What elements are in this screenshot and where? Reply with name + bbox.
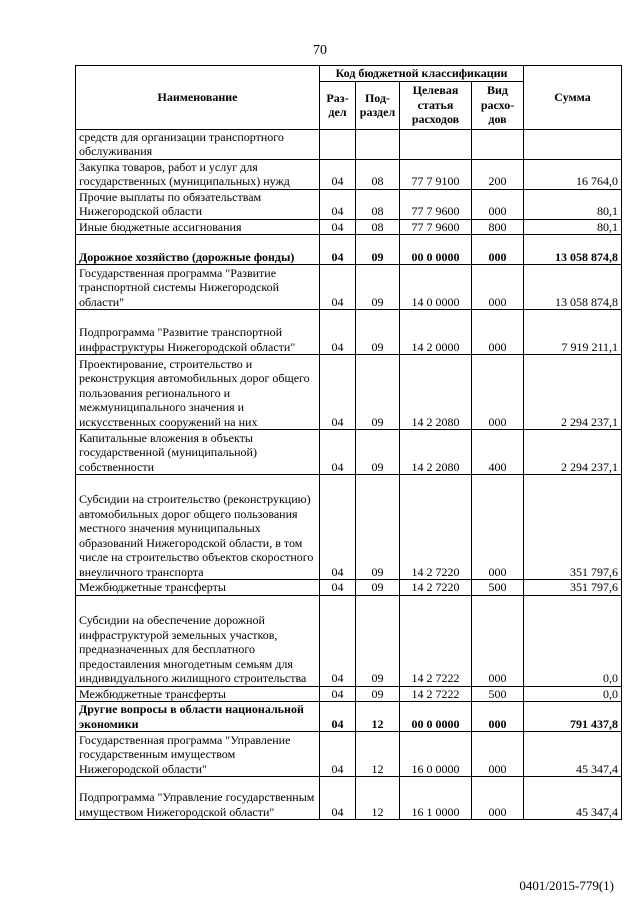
table-row [76, 310, 622, 355]
row-sum: 45 347,4 [524, 732, 622, 777]
row-target: 14 0 0000 [400, 265, 472, 310]
row-sum: 791 437,8 [524, 702, 622, 732]
row-target [400, 129, 472, 159]
table-row [76, 686, 622, 702]
row-name: Субсидии на обеспечение дорожной инфраструктурой земельных участков, предназначенных для бесплатного предоставления многодетным семьям для индивидуального жилищного строительства [76, 595, 320, 686]
row-type: 000 [472, 235, 524, 265]
row-target: 14 2 2080 [400, 430, 472, 475]
row-section: 04 [320, 219, 356, 235]
row-name: средств для организации транспортного обслуживания [76, 129, 320, 159]
table-row [76, 219, 622, 235]
row-subsection: 08 [356, 159, 400, 189]
row-section: 04 [320, 475, 356, 580]
row-subsection [356, 129, 400, 159]
row-sum: 80,1 [524, 189, 622, 219]
row-type: 000 [472, 475, 524, 580]
row-name: Иные бюджетные ассигнования [76, 219, 320, 235]
row-type: 800 [472, 219, 524, 235]
header-type: Вид расхо- дов [472, 81, 524, 129]
row-subsection: 09 [356, 595, 400, 686]
row-name: Дорожное хозяйство (дорожные фонды) [76, 235, 320, 265]
row-name: Субсидии на строительство (реконструкцию) автомобильных дорог общего пользования местного значения муниципальных образований Нижегородской области, в том числе на строительство объектов скоростного внеуличного транспорта [76, 475, 320, 580]
row-section: 04 [320, 580, 356, 596]
row-name: Государственная программа "Развитие транспортной системы Нижегородской области" [76, 265, 320, 310]
row-target: 14 2 7220 [400, 475, 472, 580]
table-row [76, 732, 622, 777]
table-body [76, 129, 622, 820]
row-name: Подпрограмма "Управление государственным имуществом Нижегородской области" [76, 777, 320, 820]
row-target: 77 7 9600 [400, 219, 472, 235]
row-sum: 80,1 [524, 219, 622, 235]
row-section: 04 [320, 310, 356, 355]
row-name: Межбюджетные трансферты [76, 686, 320, 702]
table-row [76, 430, 622, 475]
row-sum: 2 294 237,1 [524, 430, 622, 475]
row-subsection: 08 [356, 189, 400, 219]
row-subsection: 09 [356, 580, 400, 596]
row-target: 14 2 0000 [400, 310, 472, 355]
row-type: 200 [472, 159, 524, 189]
row-subsection: 09 [356, 686, 400, 702]
row-target: 00 0 0000 [400, 702, 472, 732]
row-subsection: 12 [356, 732, 400, 777]
row-sum: 16 764,0 [524, 159, 622, 189]
row-subsection: 09 [356, 475, 400, 580]
row-type: 000 [472, 595, 524, 686]
row-section: 04 [320, 430, 356, 475]
row-type: 000 [472, 310, 524, 355]
header-code-group: Код бюджетной классификации [320, 66, 524, 82]
row-section: 04 [320, 702, 356, 732]
row-target: 77 7 9600 [400, 189, 472, 219]
row-target: 14 2 2080 [400, 355, 472, 430]
row-sum [524, 129, 622, 159]
row-target: 16 1 0000 [400, 777, 472, 820]
row-subsection: 12 [356, 702, 400, 732]
row-sum: 7 919 211,1 [524, 310, 622, 355]
table-row [76, 595, 622, 686]
row-sum: 13 058 874,8 [524, 265, 622, 310]
row-type: 000 [472, 702, 524, 732]
document-number: 0401/2015-779(1) [519, 878, 614, 893]
row-section: 04 [320, 777, 356, 820]
header-sum: Сумма [524, 66, 622, 130]
row-name: Государственная программа "Управление государственным имуществом Нижегородской области" [76, 732, 320, 777]
row-subsection: 09 [356, 430, 400, 475]
row-type: 000 [472, 732, 524, 777]
row-name: Проектирование, строительство и реконструкция автомобильных дорог общего пользования регионального и межмуниципального значения и искусственных сооружений на них [76, 355, 320, 430]
row-section: 04 [320, 159, 356, 189]
table-row [76, 189, 622, 219]
row-target: 00 0 0000 [400, 235, 472, 265]
row-sum: 45 347,4 [524, 777, 622, 820]
table-row [76, 265, 622, 310]
row-name: Другие вопросы в области национальной экономики [76, 702, 320, 732]
header-target: Целевая статья расходов [400, 81, 472, 129]
budget-table [75, 65, 622, 820]
table-row [76, 159, 622, 189]
table-row [76, 129, 622, 159]
table-row [76, 355, 622, 430]
row-type [472, 129, 524, 159]
row-target: 16 0 0000 [400, 732, 472, 777]
row-type: 500 [472, 580, 524, 596]
row-section: 04 [320, 686, 356, 702]
page-number: 70 [313, 43, 327, 58]
row-sum: 351 797,6 [524, 475, 622, 580]
row-type: 000 [472, 189, 524, 219]
row-type: 000 [472, 777, 524, 820]
row-sum: 351 797,6 [524, 580, 622, 596]
row-sum: 0,0 [524, 595, 622, 686]
table-row [76, 777, 622, 820]
row-section: 04 [320, 189, 356, 219]
header-subsection: Под- раздел [356, 81, 400, 129]
table-row [76, 580, 622, 596]
row-section: 04 [320, 265, 356, 310]
row-subsection: 09 [356, 235, 400, 265]
row-subsection: 09 [356, 355, 400, 430]
row-sum: 13 058 874,8 [524, 235, 622, 265]
row-subsection: 08 [356, 219, 400, 235]
row-subsection: 09 [356, 310, 400, 355]
header-name: Наименование [76, 66, 320, 130]
row-type: 400 [472, 430, 524, 475]
header-section: Раз- дел [320, 81, 356, 129]
row-section: 04 [320, 595, 356, 686]
table-row [76, 235, 622, 265]
row-target: 14 2 7222 [400, 686, 472, 702]
row-section [320, 129, 356, 159]
row-target: 14 2 7220 [400, 580, 472, 596]
row-target: 14 2 7222 [400, 595, 472, 686]
table-row [76, 702, 622, 732]
row-section: 04 [320, 355, 356, 430]
row-type: 000 [472, 355, 524, 430]
row-sum: 2 294 237,1 [524, 355, 622, 430]
row-section: 04 [320, 732, 356, 777]
row-name: Закупка товаров, работ и услуг для государственных (муниципальных) нужд [76, 159, 320, 189]
row-sum: 0,0 [524, 686, 622, 702]
row-section: 04 [320, 235, 356, 265]
row-name: Прочие выплаты по обязательствам Нижегородской области [76, 189, 320, 219]
row-subsection: 12 [356, 777, 400, 820]
row-target: 77 7 9100 [400, 159, 472, 189]
row-name: Межбюджетные трансферты [76, 580, 320, 596]
row-name: Капитальные вложения в объекты государственной (муниципальной) собственности [76, 430, 320, 475]
row-name: Подпрограмма "Развитие транспортной инфраструктуры Нижегородской области" [76, 310, 320, 355]
row-type: 500 [472, 686, 524, 702]
table-row [76, 475, 622, 580]
row-subsection: 09 [356, 265, 400, 310]
row-type: 000 [472, 265, 524, 310]
